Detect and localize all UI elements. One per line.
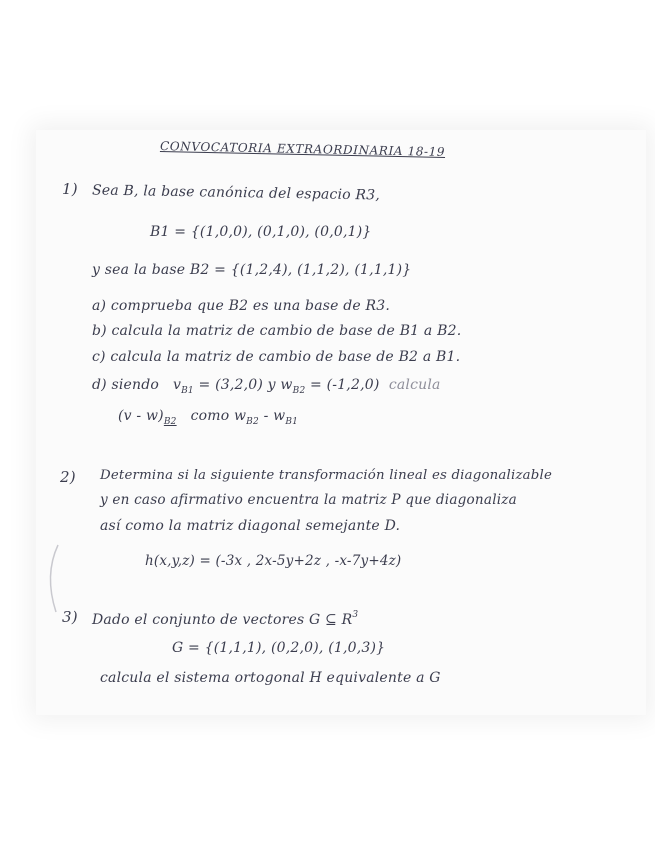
- vector-v-subscript: B1: [181, 386, 194, 396]
- problem-3-set-g: G = {(1,1,1), (0,2,0), (1,0,3)}: [172, 640, 386, 656]
- como-w: como w: [190, 408, 247, 424]
- minus-w: - w: [263, 408, 286, 424]
- problem-2-number: 2): [60, 468, 76, 486]
- r-exponent: 3: [352, 610, 359, 620]
- problem-3-line-3: calcula el sistema ortogonal H equivalente a G: [100, 670, 441, 686]
- problem-1-line-1: Sea B, la base canónica del espacio R3,: [91, 182, 381, 204]
- vector-v: v: [172, 377, 182, 393]
- problem-1-basis-b2: y sea la base B2 = {(1,2,4), (1,1,2), (1,1,1)}: [92, 262, 412, 278]
- problem-1-part-b: b) calcula la matriz de cambio de base de B1 a B2.: [92, 323, 462, 339]
- problem-2-line-2: y en caso afirmativo encuentra la matriz P que diagonaliza: [100, 492, 517, 508]
- problem-3-number: 3): [62, 608, 78, 626]
- exam-title: CONVOCATORIA EXTRAORDINARIA 18-19: [159, 139, 446, 159]
- problem-1-part-a: a) comprueba que B2 es una base de R3.: [92, 298, 391, 314]
- vector-w-value: = (-1,2,0): [310, 377, 380, 393]
- problem-2-line-1: Determina si la siguiente transformación lineal es diagonalizable: [100, 468, 553, 483]
- problem-2-line-3: así como la matriz diagonal semejante D.: [100, 518, 401, 534]
- problem-1-basis-b1: B1 = {(1,0,0), (0,1,0), (0,0,1)}: [150, 224, 372, 240]
- part-d-prefix: d) siendo: [92, 377, 160, 393]
- problem-2-transformation: h(x,y,z) = (-3x , 2x-5y+2z , -x-7y+4z): [145, 553, 402, 569]
- problem-1-part-c: c) calcula la matriz de cambio de base de B2 a B1.: [92, 349, 461, 365]
- part-d-calcula: calcula: [388, 377, 441, 393]
- problem-3-set-text: Dado el conjunto de vectores G ⊆ R: [92, 612, 353, 628]
- vector-w-subscript: B2: [292, 386, 306, 396]
- w-b2-subscript: B2: [246, 417, 259, 427]
- v-minus-w-subscript: B2: [163, 417, 177, 427]
- v-minus-w: (v - w): [118, 408, 164, 424]
- w-b1-subscript: B1: [285, 417, 299, 427]
- problem-1-number: 1): [62, 180, 78, 198]
- vector-v-value-and-w: = (3,2,0) y w: [198, 377, 293, 393]
